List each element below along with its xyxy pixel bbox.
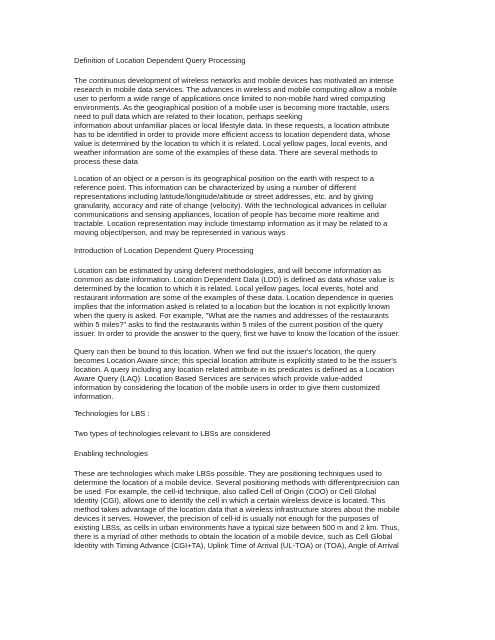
- paragraph-laq: [74, 348, 424, 402]
- text-line: granularity, accuracy and rate of change (velocity). With the technological advances in cellular: [74, 201, 387, 211]
- text-line: method takes advantage of the location data that a wireless infrastructure stores about the mobile: [74, 505, 400, 515]
- section-heading-definition: [74, 57, 424, 66]
- text-line: devices it serves. However, the precision of cell-id is usually not enough for the purposes of: [74, 514, 379, 524]
- text-line: determine the location of a mobile device. Several positioning methods with differentprecision can: [74, 478, 400, 488]
- text-line: Two types of technologies relevant to LBSs are considered: [74, 429, 271, 439]
- text-line: existing LBSs, as cells in urban environments have a typical size between 500 m and 2 km. Thus,: [74, 523, 400, 533]
- text-line: becomes Location Aware since; this special location attribute is explicitly stated to be the issuer's: [74, 355, 397, 365]
- text-line: reference point. This information can be characterized by using a number of different: [74, 183, 357, 193]
- text-line: information by considering the location of the mobile users in order to give them customized: [74, 382, 380, 392]
- text-line: information about unfamiliar places or local lifestyle data. In these requests, a location attribute: [74, 120, 390, 130]
- paragraph-wireless-development: [74, 77, 424, 167]
- text-line: Definition of Location Dependent Query Processing: [74, 56, 246, 65]
- text-line: within 5 miles?" asks to find the restaurants within 5 miles of the current position of the query: [74, 319, 383, 329]
- text-line: implies that the information asked is related to a location but the location is not explicitly known: [74, 301, 390, 311]
- text-line: Enabling technologies: [74, 449, 148, 459]
- text-line: Location can be estimated by using deferent methodologies, and will become information as: [74, 266, 382, 276]
- text-line: environments. As the geographical position of a mobile user is becoming more tractable, users: [74, 102, 390, 112]
- paragraph-ldd: [74, 267, 424, 339]
- section-heading-enabling: [74, 450, 424, 459]
- text-line: need to pull data which are related to their location, perhaps seeking: [74, 111, 303, 121]
- text-line: The continuous development of wireless networks and mobile devices has motivated an intense: [74, 75, 394, 85]
- text-line: These are technologies which make LBSs possible. They are positioning techniques used to: [74, 469, 382, 479]
- text-line: information.: [74, 391, 114, 401]
- section-heading-technologies: [74, 410, 424, 419]
- text-line: Identity with Timing Advance (CGI+TA), Uplink Time of Arrival (UL-TOA) or (TOA), Angle of Arrival: [74, 540, 399, 550]
- text-line: when the query is asked. For example, "What are the names and addresses of the restaurants: [74, 310, 389, 320]
- text-line: representations including latitude/longitude/altitude or street addresses, etc. and by giving: [74, 192, 374, 202]
- paragraph-location-definition: [74, 175, 424, 238]
- text-line: communications and sensing appliances, location of people has become more realtime and: [74, 210, 379, 220]
- paragraph-positioning: [74, 470, 424, 551]
- document-page: [74, 57, 424, 560]
- text-line: Location of an object or a person is its geographical position on the earth with respect to a: [74, 174, 374, 184]
- text-line: value is determined by the location to which it is related. Local yellow pages, local events, and: [74, 138, 388, 148]
- text-line: tractable. Location representation may include timestamp information as it may be related to a: [74, 219, 388, 229]
- section-heading-two-types: [74, 430, 424, 439]
- text-line: location. A query including any location related attribute in its predicates is defined as a Location: [74, 364, 395, 374]
- text-line: Query can then be bound to this location. When we find out the issuer's location, the query: [74, 346, 376, 356]
- text-line: common as date information. Location Dependent Data (LDD) is defined as data whose value is: [74, 275, 395, 285]
- text-line: user to perform a wide range of applications once limited to non-mobile hard wired computing: [74, 93, 386, 103]
- text-line: process these data: [74, 156, 138, 166]
- text-line: Introduction of Location Dependent Query Processing: [74, 246, 254, 256]
- text-line: determined by the location to which it is related. Local yellow pages, local events, hotel and: [74, 284, 379, 294]
- text-line: restaurant information are some of the examples of these data. Location dependence in queries: [74, 292, 394, 302]
- text-line: Technologies for LBS :: [74, 409, 150, 419]
- text-line: moving object/person, and may be represented in various ways: [74, 228, 286, 238]
- text-line: Aware Query (LAQ). Location Based Services are services which provide value-added: [74, 373, 363, 383]
- text-line: be used. For example, the cell-id technique, also called Cell of Origin (COO) or Cell Global: [74, 487, 377, 497]
- text-line: weather information are some of the examples of these data. There are several methods to: [74, 147, 378, 157]
- text-line: Identity (CGI), allows one to identify the cell in which a certain wireless device is located. This: [74, 496, 386, 506]
- text-line: research in mobile data services. The advances in wireless and mobile computing allow a mobile: [74, 84, 397, 94]
- section-heading-introduction: [74, 247, 424, 256]
- text-line: issuer. In order to provide the answer to the query, first we have to know the location of the issuer.: [74, 328, 400, 338]
- text-line: there is a myriad of other methods to obtain the location of a mobile device, such as Cell Global: [74, 531, 393, 541]
- text-line: has to be identified in order to provide more efficient access to location dependent data, whose: [74, 129, 391, 139]
